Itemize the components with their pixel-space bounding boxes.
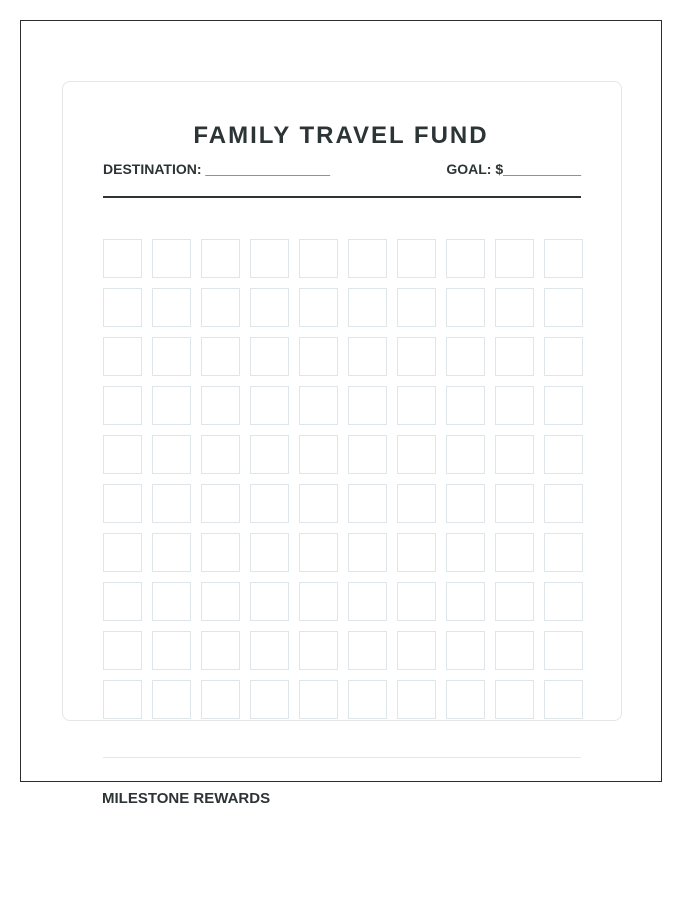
savings-box bbox=[299, 631, 338, 670]
savings-box bbox=[201, 288, 240, 327]
savings-box bbox=[152, 582, 191, 621]
savings-box bbox=[299, 533, 338, 572]
savings-box bbox=[250, 680, 289, 719]
savings-box bbox=[250, 484, 289, 523]
savings-box bbox=[103, 288, 142, 327]
savings-box bbox=[152, 484, 191, 523]
savings-box bbox=[201, 533, 240, 572]
savings-box bbox=[299, 239, 338, 278]
savings-box bbox=[201, 484, 240, 523]
savings-box bbox=[397, 533, 436, 572]
savings-box bbox=[544, 239, 583, 278]
savings-box bbox=[446, 533, 485, 572]
savings-box bbox=[544, 386, 583, 425]
savings-box bbox=[495, 533, 534, 572]
savings-box bbox=[152, 680, 191, 719]
savings-box bbox=[299, 435, 338, 474]
savings-box bbox=[397, 631, 436, 670]
savings-box bbox=[348, 631, 387, 670]
savings-box bbox=[348, 680, 387, 719]
savings-box bbox=[201, 337, 240, 376]
savings-grid bbox=[103, 239, 582, 719]
savings-box bbox=[299, 582, 338, 621]
savings-box bbox=[495, 288, 534, 327]
savings-box bbox=[103, 337, 142, 376]
savings-box bbox=[544, 680, 583, 719]
savings-box bbox=[397, 288, 436, 327]
savings-box bbox=[348, 533, 387, 572]
savings-box bbox=[103, 239, 142, 278]
savings-box bbox=[495, 631, 534, 670]
savings-box bbox=[544, 435, 583, 474]
savings-box bbox=[446, 582, 485, 621]
savings-box bbox=[397, 337, 436, 376]
savings-box bbox=[201, 631, 240, 670]
savings-box bbox=[299, 386, 338, 425]
savings-box bbox=[201, 582, 240, 621]
savings-box bbox=[299, 484, 338, 523]
savings-box bbox=[544, 533, 583, 572]
savings-box bbox=[495, 680, 534, 719]
savings-box bbox=[103, 435, 142, 474]
savings-box bbox=[348, 386, 387, 425]
savings-box bbox=[250, 631, 289, 670]
savings-box bbox=[397, 386, 436, 425]
savings-box bbox=[250, 288, 289, 327]
savings-box bbox=[103, 386, 142, 425]
savings-box bbox=[446, 288, 485, 327]
savings-box bbox=[103, 680, 142, 719]
savings-box bbox=[299, 288, 338, 327]
savings-box bbox=[152, 435, 191, 474]
savings-box bbox=[152, 631, 191, 670]
savings-box bbox=[495, 239, 534, 278]
fund-details-row bbox=[103, 161, 581, 181]
savings-box bbox=[299, 337, 338, 376]
savings-box bbox=[348, 435, 387, 474]
savings-box bbox=[544, 631, 583, 670]
page-title: FAMILY TRAVEL FUND bbox=[193, 122, 489, 149]
savings-box bbox=[250, 533, 289, 572]
savings-box bbox=[397, 435, 436, 474]
savings-box bbox=[152, 337, 191, 376]
savings-box bbox=[103, 484, 142, 523]
printable-page bbox=[20, 20, 662, 782]
savings-box bbox=[103, 533, 142, 572]
savings-box bbox=[152, 386, 191, 425]
savings-box bbox=[397, 582, 436, 621]
savings-box bbox=[446, 680, 485, 719]
savings-box bbox=[250, 386, 289, 425]
savings-box bbox=[446, 435, 485, 474]
savings-box bbox=[103, 631, 142, 670]
savings-box bbox=[201, 680, 240, 719]
savings-box bbox=[348, 239, 387, 278]
savings-box bbox=[446, 631, 485, 670]
savings-box bbox=[250, 337, 289, 376]
savings-box bbox=[495, 582, 534, 621]
savings-box bbox=[495, 337, 534, 376]
savings-box bbox=[495, 484, 534, 523]
savings-box bbox=[397, 239, 436, 278]
savings-box bbox=[201, 239, 240, 278]
goal-field: GOAL: $__________ bbox=[446, 161, 581, 177]
savings-box bbox=[446, 239, 485, 278]
savings-box bbox=[348, 337, 387, 376]
savings-box bbox=[152, 288, 191, 327]
savings-box bbox=[152, 239, 191, 278]
savings-box bbox=[446, 484, 485, 523]
savings-box bbox=[348, 582, 387, 621]
savings-box bbox=[544, 288, 583, 327]
savings-box bbox=[250, 239, 289, 278]
destination-field: DESTINATION: ________________ bbox=[103, 161, 330, 177]
savings-box bbox=[495, 386, 534, 425]
savings-box bbox=[446, 337, 485, 376]
savings-box bbox=[544, 484, 583, 523]
savings-box bbox=[250, 582, 289, 621]
savings-box bbox=[348, 484, 387, 523]
savings-box bbox=[397, 484, 436, 523]
savings-box bbox=[544, 337, 583, 376]
savings-box bbox=[201, 435, 240, 474]
milestone-rewards-heading: MILESTONE REWARDS bbox=[102, 790, 271, 805]
savings-box bbox=[495, 435, 534, 474]
savings-box bbox=[201, 386, 240, 425]
savings-box bbox=[544, 582, 583, 621]
savings-box bbox=[299, 680, 338, 719]
savings-box bbox=[397, 680, 436, 719]
savings-box bbox=[250, 435, 289, 474]
section-divider bbox=[103, 757, 581, 758]
savings-box bbox=[446, 386, 485, 425]
savings-box bbox=[152, 533, 191, 572]
header-divider bbox=[103, 196, 581, 198]
savings-box bbox=[348, 288, 387, 327]
savings-box bbox=[103, 582, 142, 621]
